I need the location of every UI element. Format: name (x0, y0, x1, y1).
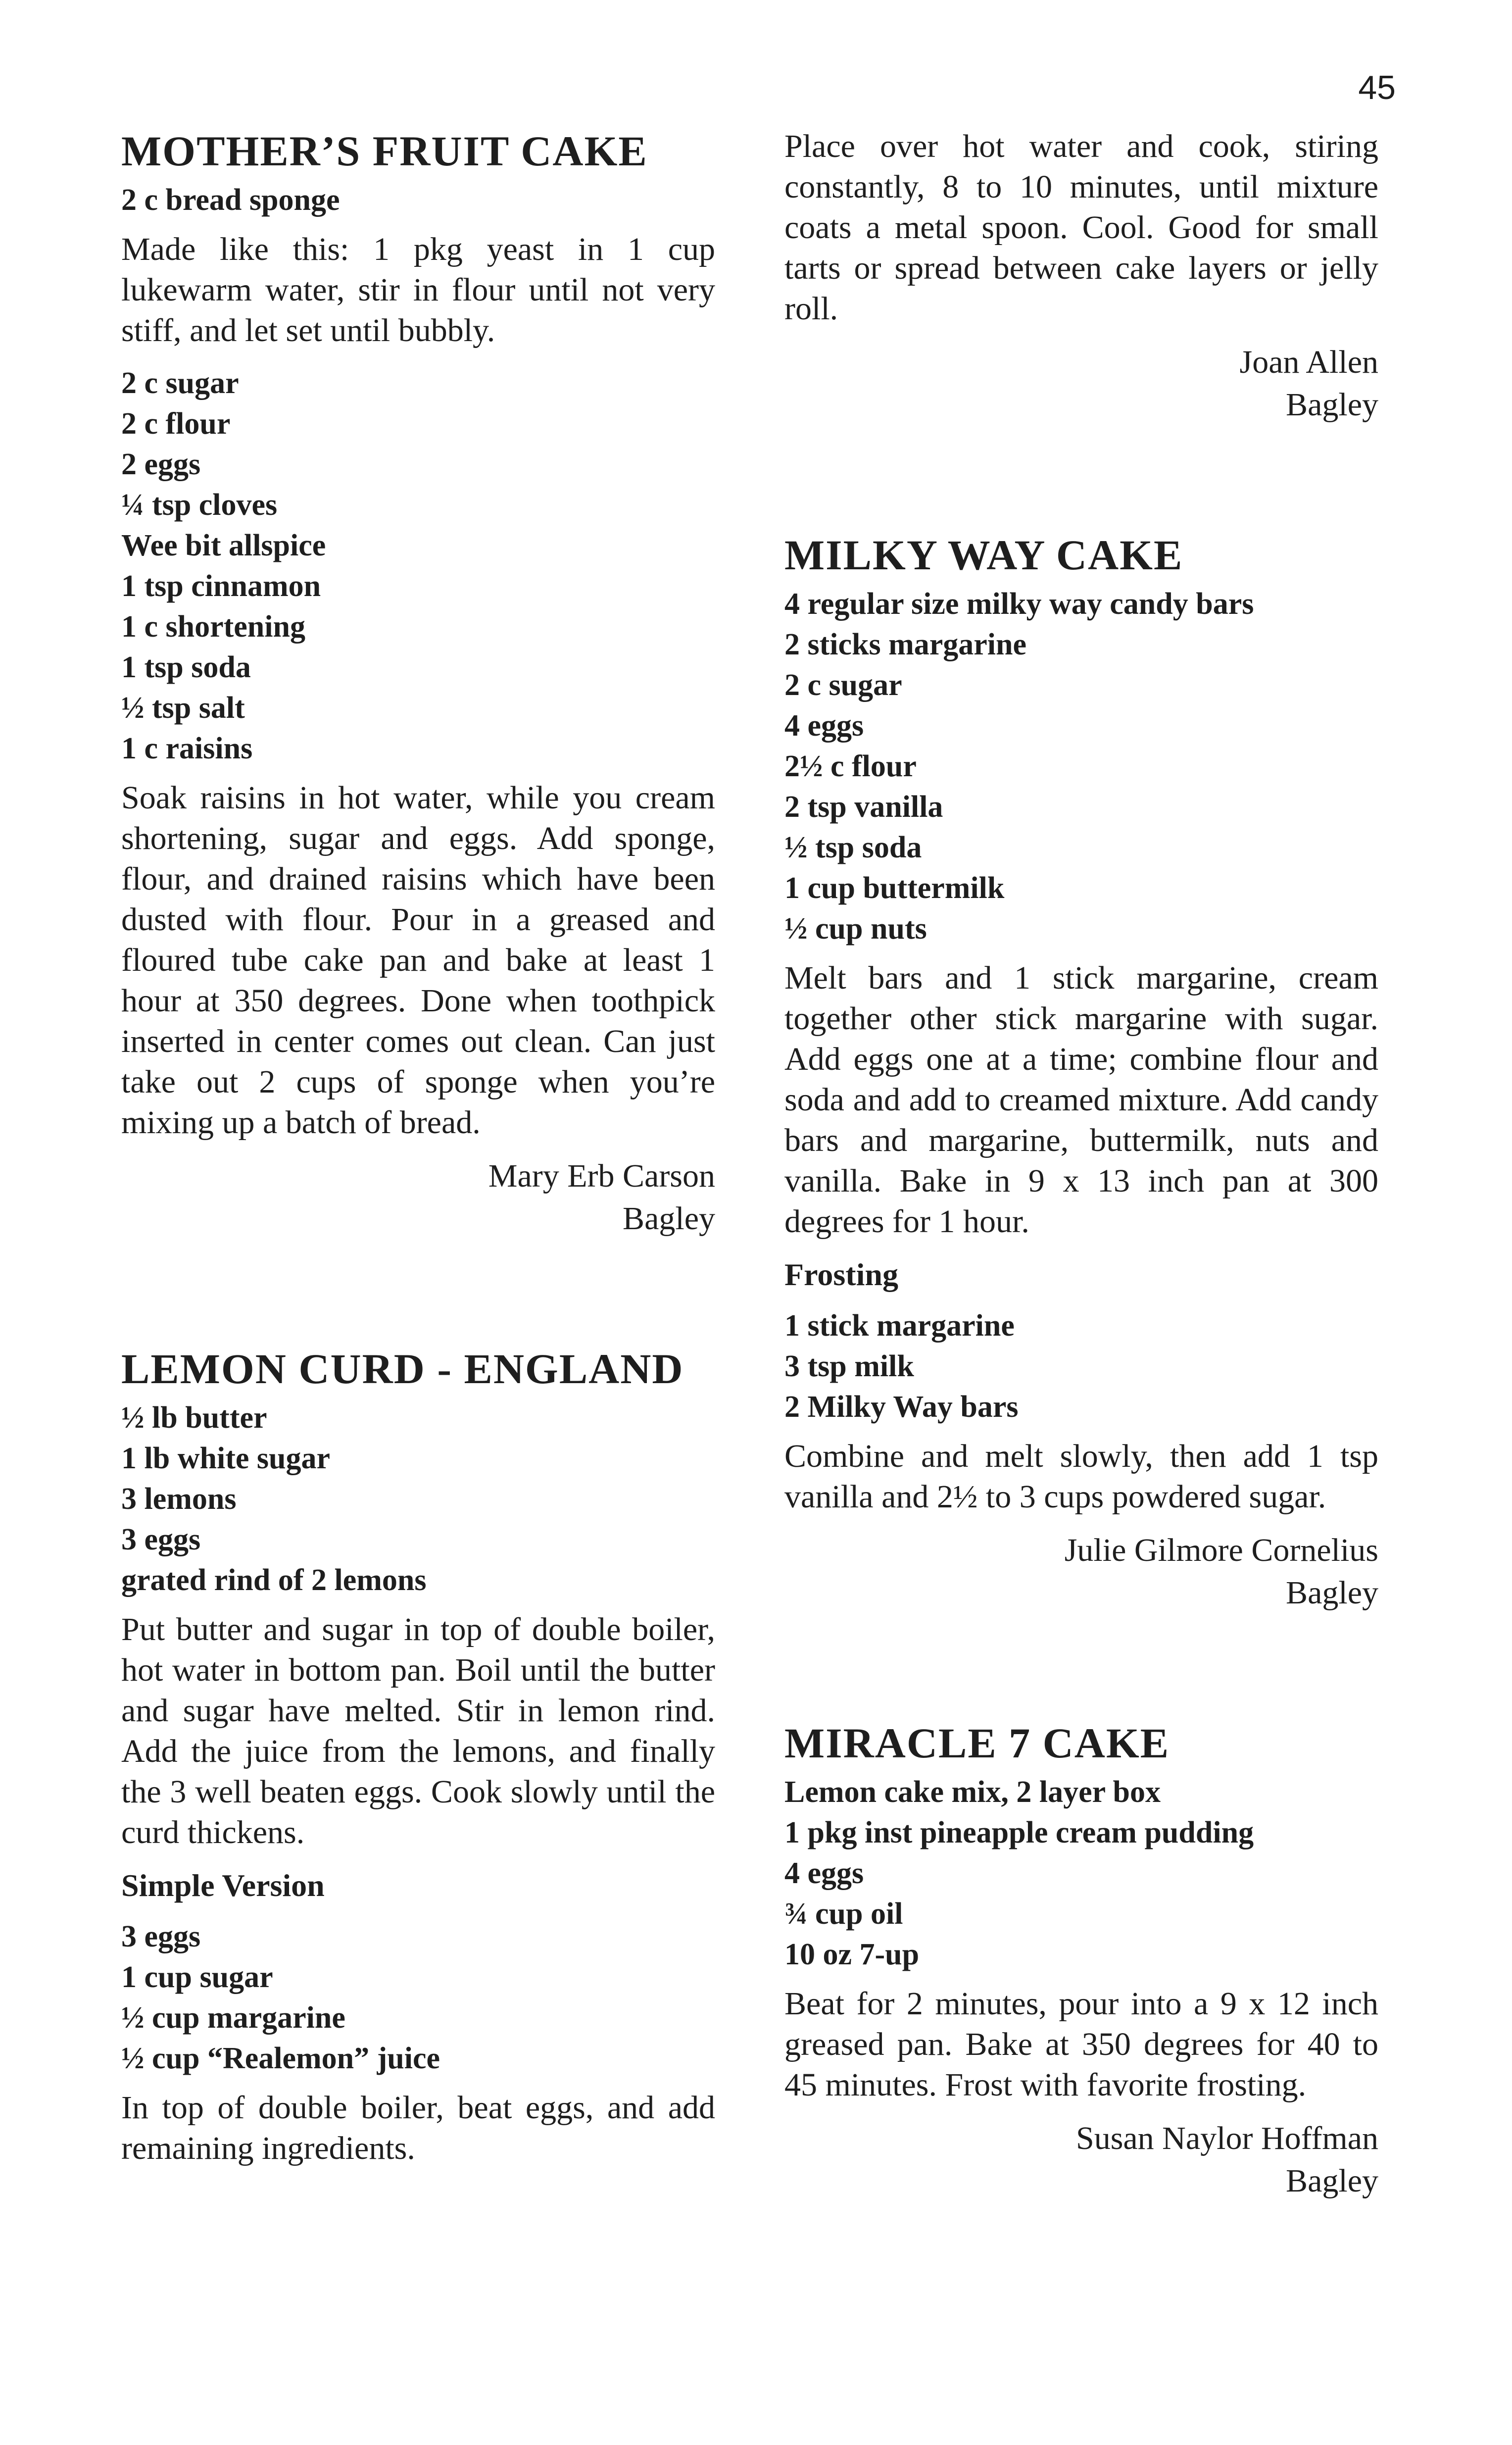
recipe-intro: Made like this: 1 pkg yeast in 1 cup lukewarm water, stir in flour until not very stiff, and let set until bubbly. (121, 231, 715, 349)
author-town: Bagley (1286, 1575, 1378, 1611)
ingredient: 4 regular size milky way candy bars (784, 587, 1254, 621)
ingredient: 2 c sugar (784, 668, 902, 702)
ingredient: 3 eggs (121, 1920, 201, 1953)
ingredient-list (784, 584, 1378, 949)
ingredient: 2 c bread sponge (121, 183, 340, 217)
ingredient: 3 eggs (121, 1523, 201, 1556)
ingredient-list (121, 363, 715, 769)
section-label: Frosting (784, 1257, 898, 1292)
signature (121, 1155, 715, 1240)
recipe-directions: Beat for 2 minutes, pour into a 9 x 12 inch greased pan. Bake at 350 degrees for 40 to 45 minutes. Frost with favorite frosting. (784, 1986, 1378, 2103)
ingredient: 1 c shortening (121, 610, 305, 644)
signature (784, 2117, 1378, 2202)
author-town: Bagley (623, 1200, 715, 1237)
ingredient: 1 pkg inst pineapple cream pudding (784, 1816, 1254, 1849)
ingredient: 1 tsp soda (121, 650, 251, 684)
signature (784, 1529, 1378, 1614)
ingredient: 1 stick margarine (784, 1309, 1015, 1343)
ingredient: 1 lb white sugar (121, 1442, 330, 1475)
recipe-directions: Combine and melt slowly, then add 1 tsp vanilla and 2½ to 3 cups powdered sugar. (784, 1438, 1378, 1515)
ingredient: 2 c flour (121, 407, 231, 441)
recipe-directions: Put butter and sugar in top of double boiler, hot water in bottom pan. Boil until the butter and sugar have melted. Stir in lemon rind. Add the juice from the lemons, and finally the 3 well beaten eggs. Cook slowly until the curd thickens. (121, 1611, 715, 1850)
ingredient: 2 tsp vanilla (784, 790, 943, 824)
ingredient: 1 cup sugar (121, 1960, 273, 1994)
ingredient: 2 Milky Way bars (784, 1390, 1019, 1424)
ingredient: 4 eggs (784, 1856, 864, 1890)
recipe-lemon-curd-continued (784, 126, 1378, 426)
ingredient-list (121, 1916, 715, 2079)
signature (784, 341, 1378, 426)
recipe-milky-way-cake (784, 530, 1378, 1614)
ingredient: grated rind of 2 lemons (121, 1563, 427, 1597)
recipe-directions: In top of double boiler, beat eggs, and add remaining ingredients. (121, 2090, 715, 2166)
recipe-mothers-fruit-cake (121, 126, 715, 1240)
ingredient: ½ cup “Realemon” juice (121, 2042, 440, 2075)
recipe-directions: Melt bars and 1 stick margarine, cream together other stick margarine with sugar. Add eggs one at a time; combine flour and soda and add to creamed mixture. Add candy bars and margarine, buttermilk, nuts and vanilla. Bake in 9 x 13 inch pan at 300 degrees for 1 hour. (784, 960, 1378, 1240)
author-name: Mary Erb Carson (488, 1158, 715, 1194)
ingredient: 2 eggs (121, 448, 201, 481)
author-name: Julie Gilmore Cornelius (1064, 1532, 1378, 1568)
ingredient-list (121, 1397, 715, 1600)
recipe-directions: Soak raisins in hot water, while you cream shortening, sugar and eggs. Add sponge, flour, and drained raisins which have been dusted with flour. Pour in a greased and floured tube cake pan and bake at least 1 hour at 350 degrees. Done when toothpick inserted in center comes out clean. Can just take out 2 cups of sponge when you’re mixing up a batch of bread. (121, 780, 715, 1141)
ingredient: 1 tsp cinnamon (121, 569, 321, 603)
ingredient: ½ tsp salt (121, 691, 245, 725)
spacer (121, 1240, 715, 1344)
ingredient: 10 oz 7-up (784, 1938, 920, 1971)
ingredient: 3 tsp milk (784, 1349, 914, 1383)
recipe-title: LEMON CURD - ENGLAND (121, 1345, 684, 1393)
ingredient: ¼ tsp cloves (121, 488, 278, 522)
author-town: Bagley (1286, 387, 1378, 423)
ingredient: 1 cup buttermilk (784, 871, 1005, 905)
author-name: Joan Allen (1239, 344, 1378, 380)
ingredient-list (784, 1772, 1378, 1975)
ingredient: ½ tsp soda (784, 831, 922, 864)
ingredient: 2 c sugar (121, 366, 239, 400)
ingredient: Lemon cake mix, 2 layer box (784, 1775, 1161, 1809)
spacer (784, 1614, 1378, 1718)
ingredient: ½ lb butter (121, 1401, 267, 1435)
recipe-title: MOTHER’S FRUIT CAKE (121, 127, 648, 175)
recipe-directions: Place over hot water and cook, stiring constantly, 8 to 10 minutes, until mixture coats a metal spoon. Cool. Good for small tarts or spread between cake layers or jelly roll. (784, 128, 1378, 327)
ingredient: 1 c raisins (121, 732, 253, 765)
left-column (121, 126, 715, 2181)
spacer (784, 426, 1378, 530)
section-label: Simple Version (121, 1868, 325, 1903)
ingredient: 2½ c flour (784, 749, 917, 783)
ingredient: 2 sticks margarine (784, 628, 1027, 661)
recipe-miracle-7-cake (784, 1718, 1378, 2202)
ingredient-list (784, 1305, 1378, 1427)
recipe-title: MIRACLE 7 CAKE (784, 1719, 1170, 1767)
ingredient: ½ cup margarine (121, 2001, 345, 2035)
ingredient: ¾ cup oil (784, 1897, 903, 1931)
ingredient: Wee bit allspice (121, 529, 326, 562)
ingredient: 3 lemons (121, 1482, 237, 1516)
author-name: Susan Naylor Hoffman (1075, 2120, 1378, 2156)
author-town: Bagley (1286, 2163, 1378, 2199)
recipe-lemon-curd (121, 1344, 715, 2169)
ingredient: 4 eggs (784, 709, 864, 743)
ingredient: ½ cup nuts (784, 912, 927, 946)
right-column (784, 126, 1378, 2202)
page-number: 45 (1358, 69, 1396, 106)
recipe-title: MILKY WAY CAKE (784, 531, 1183, 579)
